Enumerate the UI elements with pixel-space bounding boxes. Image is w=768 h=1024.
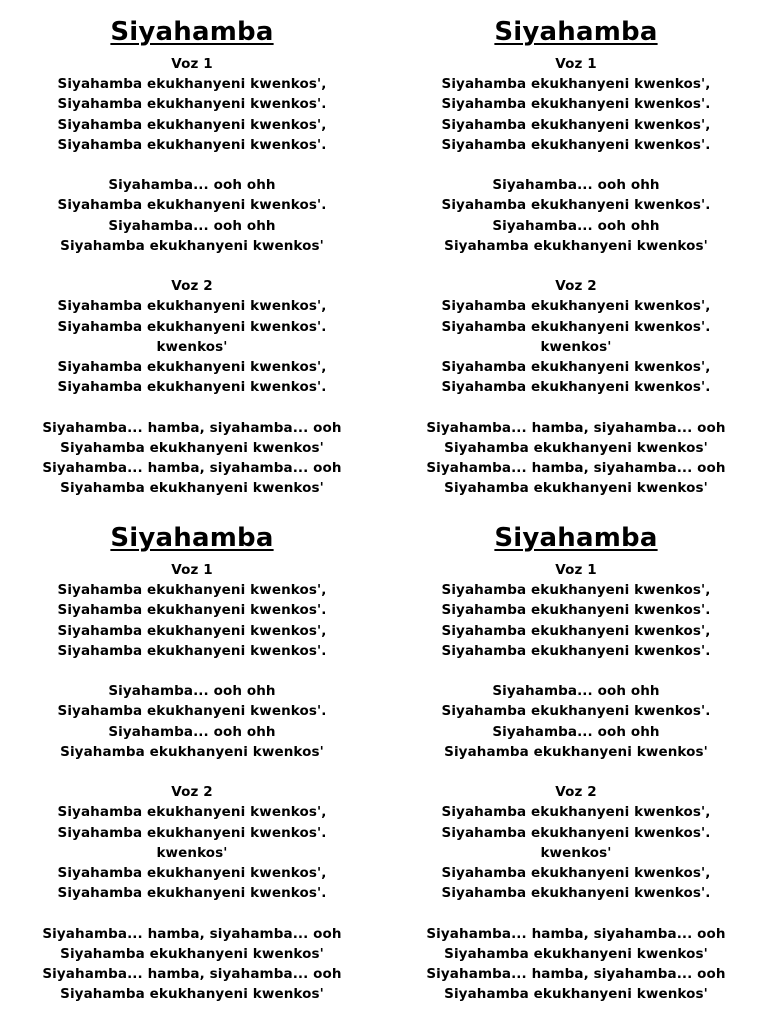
song-title: Siyahamba	[110, 17, 274, 47]
stanza-gap	[384, 661, 768, 681]
voz2-chorus-line-4: Siyahamba ekukhanyeni kwenkos'	[444, 986, 708, 1003]
voz2-chorus-line-3: Siyahamba... hamba, siyahamba... ooh	[42, 966, 342, 983]
voz2-verse-line-5: Siyahamba ekukhanyeni kwenkos'.	[57, 885, 327, 902]
voz1-label: Voz 1	[555, 56, 597, 72]
voz1-chorus-line-3: Siyahamba... ooh ohh	[108, 217, 276, 234]
stanza-gap	[0, 397, 384, 417]
voz1-chorus-line-2: Siyahamba ekukhanyeni kwenkos'.	[441, 197, 711, 214]
voz1-chorus-line-3: Siyahamba... ooh ohh	[492, 723, 660, 740]
stanza-gap	[0, 903, 384, 923]
voz2-verse-line-3: kwenkos'	[156, 338, 228, 355]
voz1-chorus-line-1: Siyahamba... ooh ohh	[108, 177, 276, 194]
voz1-chorus-line-3: Siyahamba... ooh ohh	[108, 723, 276, 740]
voz2-chorus-line-4: Siyahamba ekukhanyeni kwenkos'	[60, 986, 324, 1003]
voz1-verse-line-3: Siyahamba ekukhanyeni kwenkos',	[57, 622, 327, 639]
lyrics-block	[0, 54, 384, 498]
lyrics-block	[0, 560, 384, 1004]
voz2-verse-line-4: Siyahamba ekukhanyeni kwenkos',	[441, 865, 711, 882]
voz1-verse-line-3: Siyahamba ekukhanyeni kwenkos',	[441, 622, 711, 639]
voz1-label: Voz 1	[171, 562, 213, 578]
voz1-chorus-line-4: Siyahamba ekukhanyeni kwenkos'	[444, 237, 708, 254]
voz2-verse-line-4: Siyahamba ekukhanyeni kwenkos',	[57, 359, 327, 376]
voz1-chorus-line-1: Siyahamba... ooh ohh	[108, 683, 276, 700]
voz1-verse-line-4: Siyahamba ekukhanyeni kwenkos'.	[57, 136, 327, 153]
voz2-verse-line-3: kwenkos'	[156, 844, 228, 861]
voz1-verse-line-3: Siyahamba ekukhanyeni kwenkos',	[57, 116, 327, 133]
voz2-verse-line-5: Siyahamba ekukhanyeni kwenkos'.	[441, 885, 711, 902]
song-sheet-bottom-right	[384, 516, 768, 1022]
voz2-label: Voz 2	[171, 784, 213, 801]
voz2-verse-line-5: Siyahamba ekukhanyeni kwenkos'.	[441, 379, 711, 396]
voz2-verse-line-2: Siyahamba ekukhanyeni kwenkos'.	[441, 824, 711, 841]
voz2-verse-line-1: Siyahamba ekukhanyeni kwenkos',	[57, 298, 327, 315]
voz2-label: Voz 2	[555, 784, 597, 801]
voz1-chorus-line-3: Siyahamba... ooh ohh	[492, 217, 660, 234]
stanza-gap	[0, 256, 384, 276]
voz1-verse-line-4: Siyahamba ekukhanyeni kwenkos'.	[441, 136, 711, 153]
voz2-verse-line-4: Siyahamba ekukhanyeni kwenkos',	[57, 865, 327, 882]
song-sheet-top-right	[384, 10, 768, 516]
voz2-chorus-line-2: Siyahamba ekukhanyeni kwenkos'	[60, 439, 324, 456]
voz2-verse-line-2: Siyahamba ekukhanyeni kwenkos'.	[441, 318, 711, 335]
stanza-gap	[384, 903, 768, 923]
voz1-verse-line-1: Siyahamba ekukhanyeni kwenkos',	[57, 76, 327, 93]
voz1-verse-line-2: Siyahamba ekukhanyeni kwenkos'.	[57, 96, 327, 113]
voz2-chorus-line-3: Siyahamba... hamba, siyahamba... ooh	[426, 966, 726, 983]
voz2-verse-line-2: Siyahamba ekukhanyeni kwenkos'.	[57, 824, 327, 841]
voz1-chorus-line-4: Siyahamba ekukhanyeni kwenkos'	[444, 743, 708, 760]
voz1-chorus-line-2: Siyahamba ekukhanyeni kwenkos'.	[57, 703, 327, 720]
stanza-gap	[384, 762, 768, 782]
voz1-label: Voz 1	[555, 562, 597, 578]
voz1-verse-line-1: Siyahamba ekukhanyeni kwenkos',	[57, 582, 327, 599]
voz1-verse-line-4: Siyahamba ekukhanyeni kwenkos'.	[57, 642, 327, 659]
voz2-chorus-line-2: Siyahamba ekukhanyeni kwenkos'	[444, 945, 708, 962]
lyrics-block	[384, 560, 768, 1004]
stanza-gap	[384, 397, 768, 417]
song-title: Siyahamba	[494, 523, 658, 553]
voz2-chorus-line-1: Siyahamba... hamba, siyahamba... ooh	[42, 925, 342, 942]
voz2-chorus-line-1: Siyahamba... hamba, siyahamba... ooh	[426, 419, 726, 436]
voz1-verse-line-2: Siyahamba ekukhanyeni kwenkos'.	[441, 96, 711, 113]
voz2-verse-line-1: Siyahamba ekukhanyeni kwenkos',	[57, 804, 327, 821]
song-title: Siyahamba	[110, 523, 274, 553]
voz2-chorus-line-2: Siyahamba ekukhanyeni kwenkos'	[60, 945, 324, 962]
stanza-gap	[0, 762, 384, 782]
stanza-gap	[384, 155, 768, 175]
voz1-chorus-line-4: Siyahamba ekukhanyeni kwenkos'	[60, 237, 324, 254]
voz1-verse-line-1: Siyahamba ekukhanyeni kwenkos',	[441, 582, 711, 599]
voz2-verse-line-2: Siyahamba ekukhanyeni kwenkos'.	[57, 318, 327, 335]
voz2-verse-line-4: Siyahamba ekukhanyeni kwenkos',	[441, 359, 711, 376]
voz1-chorus-line-4: Siyahamba ekukhanyeni kwenkos'	[60, 743, 324, 760]
voz1-verse-line-2: Siyahamba ekukhanyeni kwenkos'.	[57, 602, 327, 619]
voz2-label: Voz 2	[171, 278, 213, 295]
voz1-verse-line-4: Siyahamba ekukhanyeni kwenkos'.	[441, 642, 711, 659]
voz1-chorus-line-2: Siyahamba ekukhanyeni kwenkos'.	[57, 197, 327, 214]
lyrics-block	[384, 54, 768, 498]
stanza-gap	[384, 256, 768, 276]
voz1-verse-line-3: Siyahamba ekukhanyeni kwenkos',	[441, 116, 711, 133]
voz1-chorus-line-2: Siyahamba ekukhanyeni kwenkos'.	[441, 703, 711, 720]
voz2-chorus-line-1: Siyahamba... hamba, siyahamba... ooh	[42, 419, 342, 436]
stanza-gap	[0, 661, 384, 681]
stanza-gap	[0, 155, 384, 175]
voz1-chorus-line-1: Siyahamba... ooh ohh	[492, 683, 660, 700]
voz2-chorus-line-4: Siyahamba ekukhanyeni kwenkos'	[444, 480, 708, 497]
voz2-chorus-line-1: Siyahamba... hamba, siyahamba... ooh	[426, 925, 726, 942]
song-title: Siyahamba	[494, 17, 658, 47]
voz2-chorus-line-3: Siyahamba... hamba, siyahamba... ooh	[42, 460, 342, 477]
voz2-verse-line-3: kwenkos'	[540, 844, 612, 861]
voz2-verse-line-1: Siyahamba ekukhanyeni kwenkos',	[441, 298, 711, 315]
song-sheet-top-left	[0, 10, 384, 516]
voz2-chorus-line-3: Siyahamba... hamba, siyahamba... ooh	[426, 460, 726, 477]
voz2-verse-line-1: Siyahamba ekukhanyeni kwenkos',	[441, 804, 711, 821]
voz2-chorus-line-2: Siyahamba ekukhanyeni kwenkos'	[444, 439, 708, 456]
voz2-verse-line-5: Siyahamba ekukhanyeni kwenkos'.	[57, 379, 327, 396]
voz1-verse-line-2: Siyahamba ekukhanyeni kwenkos'.	[441, 602, 711, 619]
voz2-verse-line-3: kwenkos'	[540, 338, 612, 355]
voz2-chorus-line-4: Siyahamba ekukhanyeni kwenkos'	[60, 480, 324, 497]
voz1-chorus-line-1: Siyahamba... ooh ohh	[492, 177, 660, 194]
voz1-verse-line-1: Siyahamba ekukhanyeni kwenkos',	[441, 76, 711, 93]
voz1-label: Voz 1	[171, 56, 213, 72]
song-sheet-bottom-left	[0, 516, 384, 1022]
voz2-label: Voz 2	[555, 278, 597, 295]
